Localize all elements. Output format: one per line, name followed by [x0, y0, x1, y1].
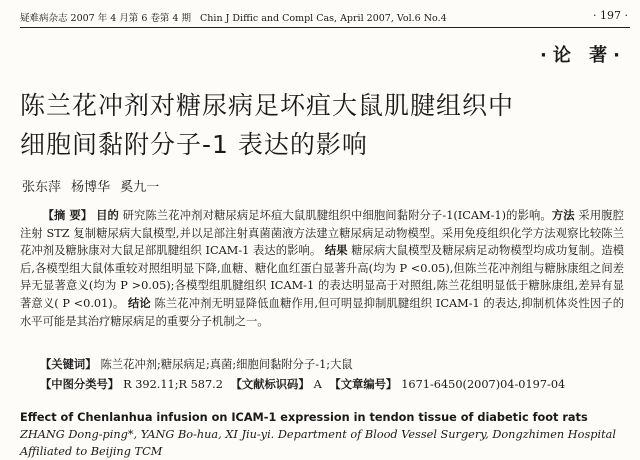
abstract-label: 【摘 要】 — [42, 209, 93, 222]
authors: 张东萍 杨博华 奚九一 — [22, 180, 160, 195]
conclusion-text: 陈兰花冲剂无明显降低血糖作用,但可明显抑制肌腱组织 ICAM-1 的表达,抑制机体炎性因子的水平可能是其治疗糖尿病足的重要分子机制之一。 — [20, 296, 625, 328]
classification-value: R 392.11;R 587.2 — [123, 378, 223, 391]
doc-code-label: 【文献标识码】 — [230, 378, 310, 391]
english-authors: ZHANG Dong-ping*, YANG Bo-hua, XI Jiu-yi. — [20, 428, 275, 441]
conclusion-label: 结论 — [127, 296, 151, 310]
page-number: · 197 · — [593, 9, 628, 22]
methods-text: 采用腹腔注射 STZ 复制糖尿病大鼠模型,并以足部注射真菌菌液方法建立糖尿病足动物模型。采用免疫组织化学方法观察比较陈兰花冲剂及糖脉康对大鼠足部肌腱组织 ICAM-1 表达的影响。 — [20, 209, 624, 258]
journal-name-cn: 疑难病杂志 2007 年 4 月第 6 卷第 4 期 — [20, 13, 191, 24]
title-line-2: 细胞间黏附分子-1 表达的影响 — [20, 130, 368, 159]
title-line-1: 陈兰花冲剂对糖尿病足坏疽大鼠肌腱组织中 — [20, 91, 515, 120]
article-number-value: 1671-6450(2007)04-0197-04 — [401, 378, 566, 391]
article-number-label: 【文章编号】 — [329, 378, 398, 391]
english-title-block — [20, 409, 628, 460]
objective-label: 目的 — [96, 209, 119, 222]
results-text: 糖尿病大鼠模型及糖尿病足动物模型均成功复制。造模后,各模型组大鼠体重较对照组明显下降,血糖、糖化血红蛋白显著升高(均为 P <0.05),但陈兰花冲剂组与糖脉康组之间差异无显著意义(均为 P >0.05);各模型组肌腱组织 ICAM-1 的表达明显高于对照组,陈兰花组明显低于糖脉康组,差异有显著意义( P <0.01)。 — [20, 244, 624, 310]
section-label: ·论 著· — [540, 45, 626, 66]
keywords-line — [40, 356, 620, 372]
keywords-label: 【关键词】 — [40, 358, 97, 371]
english-title: Effect of Chenlanhua infusion on ICAM-1 expression in tendon tissue of diabetic foot rats — [20, 411, 588, 424]
methods-label: 方法 — [551, 209, 575, 222]
classification-label: 【中图分类号】 — [40, 378, 120, 391]
classification-line — [40, 376, 620, 392]
keywords-value: 陈兰花冲剂;糖尿病足;真菌;细胞间黏附分子-1;大鼠 — [100, 358, 353, 371]
english-affiliation: Department of Blood Vessel Surgery, Dongzhimen Hospital Affiliated to Beijing TCM — [20, 428, 616, 458]
doc-code-value: A — [313, 378, 322, 391]
journal-citation — [20, 10, 447, 24]
journal-name-en: Chin J Diffic and Compl Cas, April 2007, Vol.6 No.4 — [200, 13, 447, 24]
objective-text: 研究陈兰花冲剂对糖尿病足坏疽大鼠肌腱组织中细胞间黏附分子-1(ICAM-1)的影响。 — [122, 209, 552, 222]
article-title — [20, 86, 620, 164]
results-label: 结果 — [324, 244, 348, 258]
abstract — [20, 207, 624, 330]
header-rule — [20, 27, 630, 28]
running-header — [20, 10, 630, 26]
